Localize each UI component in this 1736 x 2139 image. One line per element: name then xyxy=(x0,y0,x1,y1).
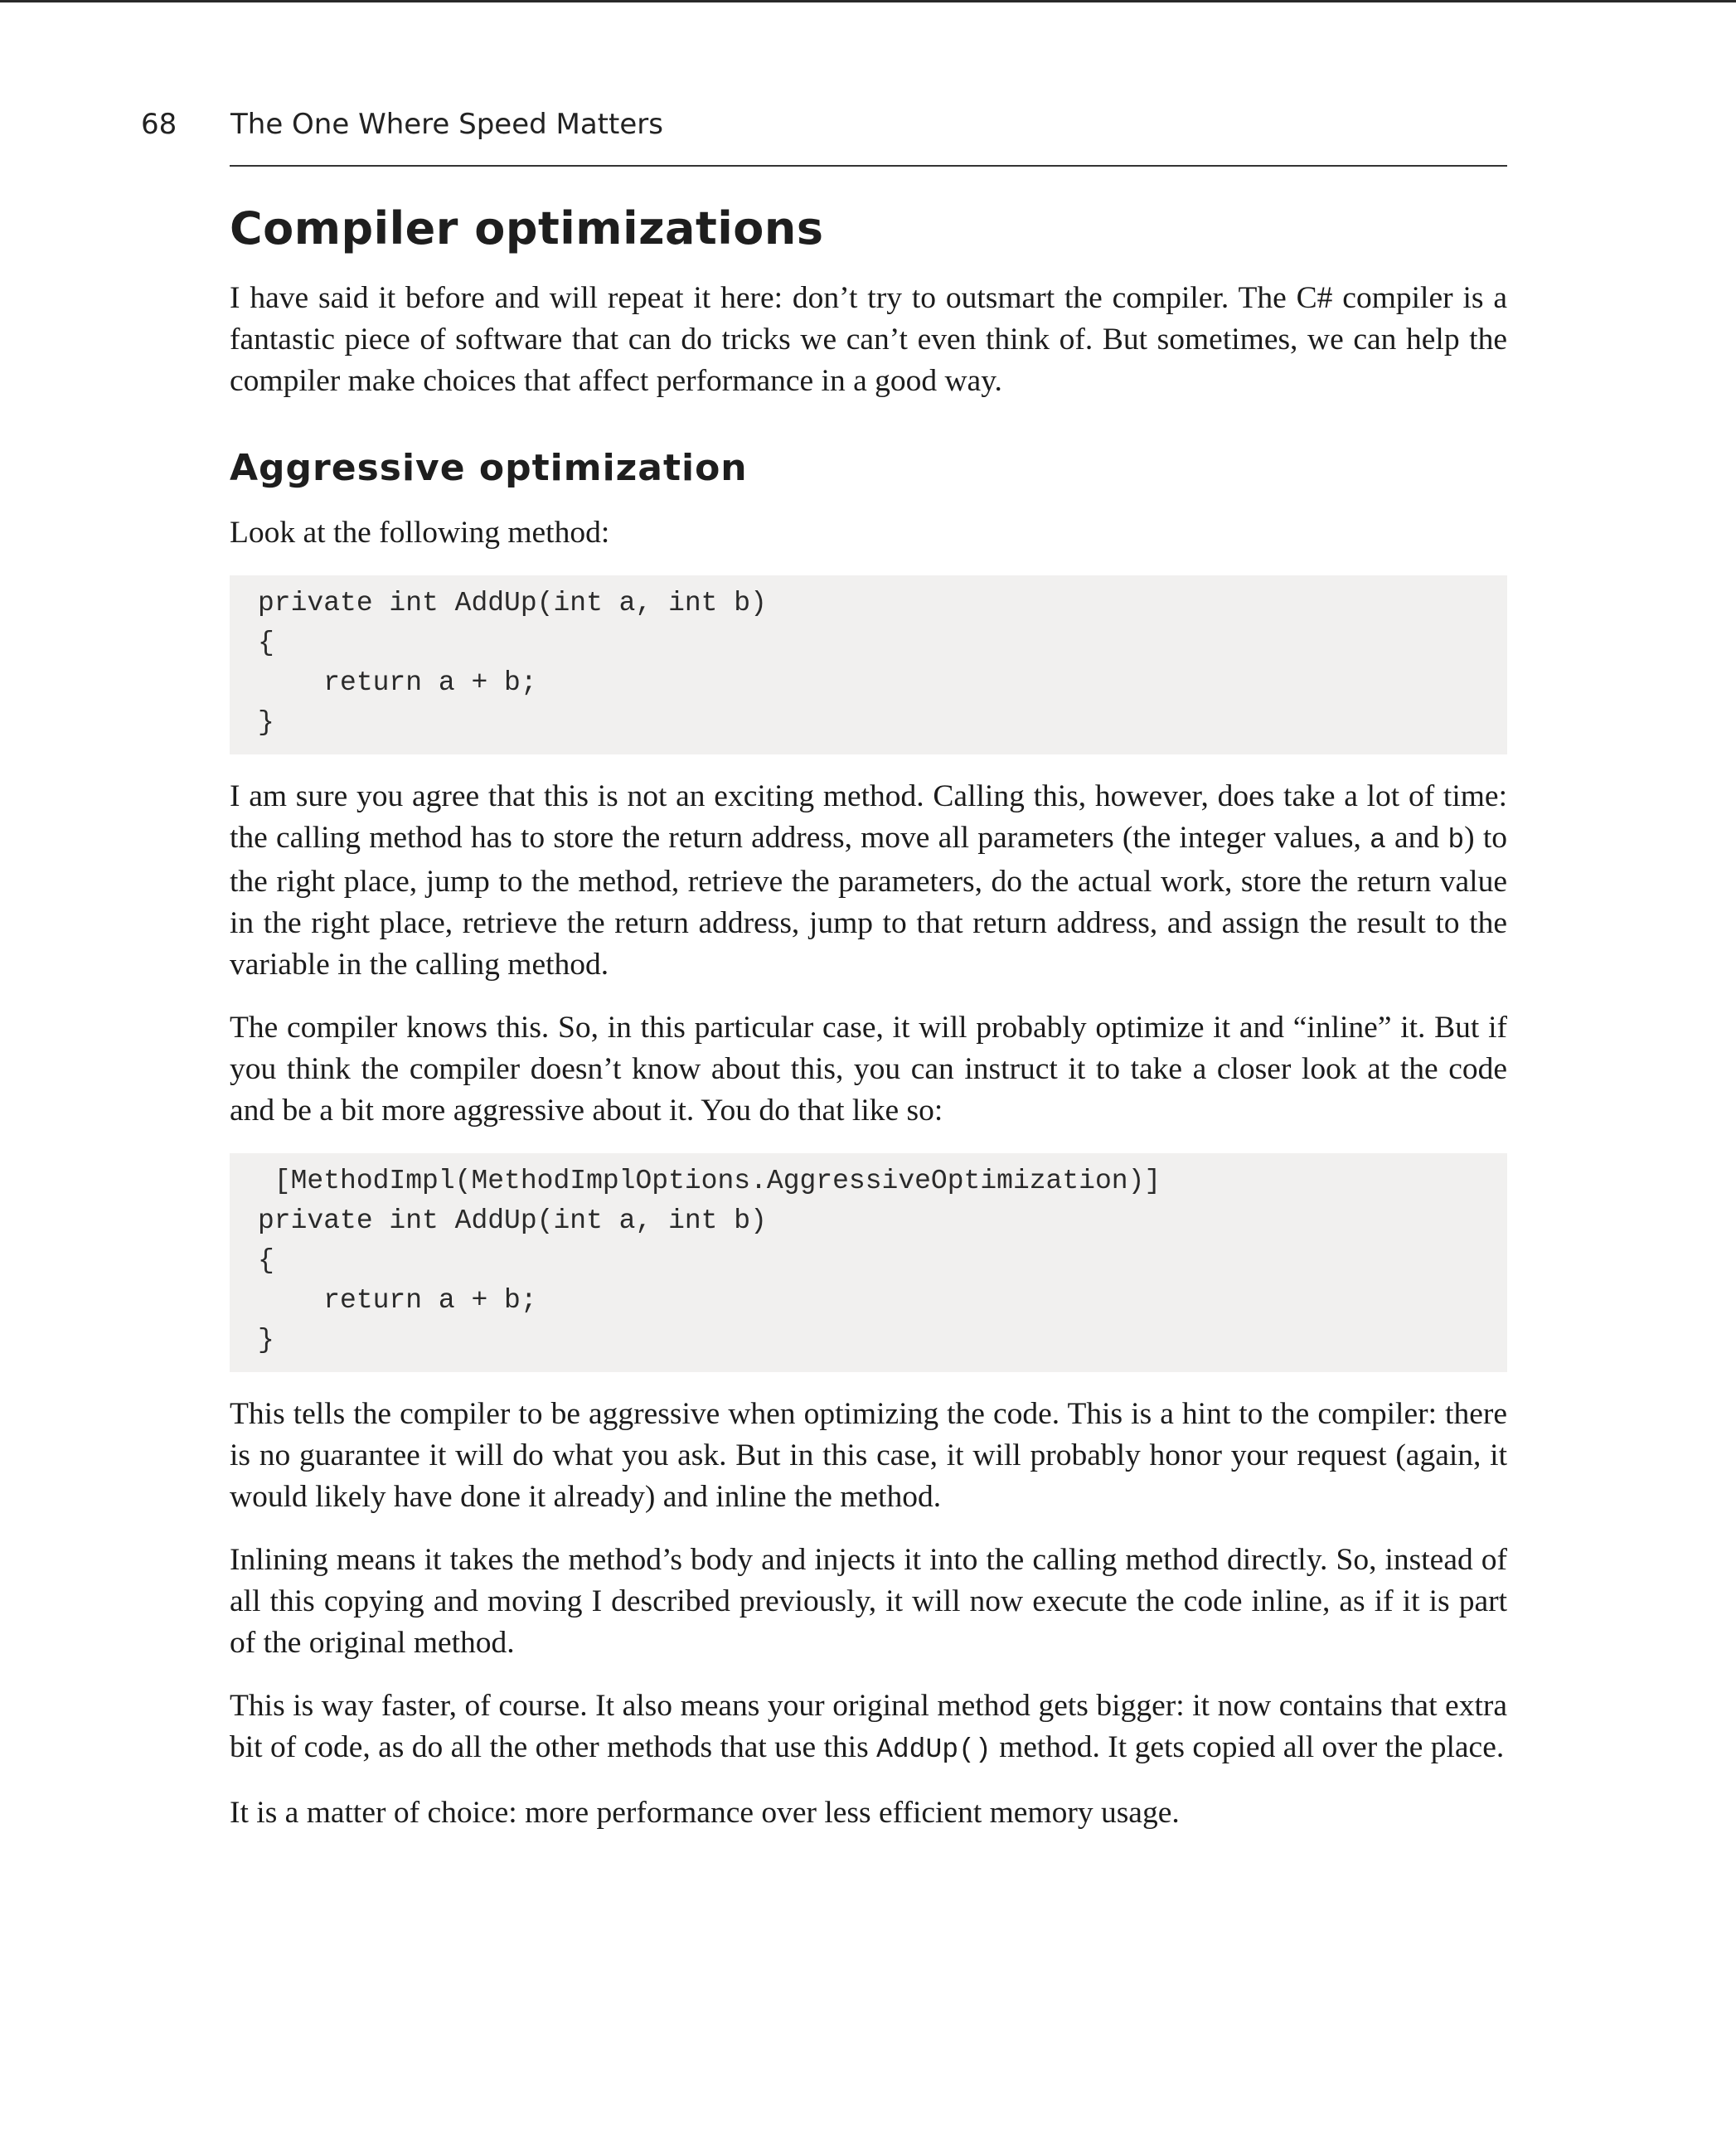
paragraph-faster xyxy=(230,1685,1507,1771)
text-segment: This is way faster, of course. It also means your original method gets bigger: it now contains that extra bit of code, as do all the other methods that use this xyxy=(230,1689,1507,1764)
text-segment: ) to the right place, jump to the method, retrieve the parameters, do the actual work, store the return value in the right place, retrieve the return address, jump to that return address, and assign the result to the variable in the calling method. xyxy=(230,821,1507,982)
inline-code-a: a xyxy=(1370,825,1386,856)
inline-code-addup: AddUp() xyxy=(876,1734,992,1765)
code-block-aggressive: [MethodImpl(MethodImplOptions.AggressiveOptimization)] private int AddUp(int a, int b) { return a + b; } xyxy=(230,1153,1507,1372)
paragraph-choice: It is a matter of choice: more performance over less efficient memory usage. xyxy=(230,1796,1180,1830)
running-title: The One Where Speed Matters xyxy=(230,108,663,141)
paragraph-call-cost xyxy=(230,776,1507,986)
paragraph-compiler-knows: The compiler knows this. So, in this particular case, it will probably optimize it and “inline” it. But if you think the compiler doesn’t know about this, you can instruct it to take a closer look at the code and be a bit more aggressive about it. You do that like so: xyxy=(230,1011,1507,1128)
section-heading: Compiler optimizations xyxy=(230,202,824,255)
paragraph-hint: This tells the compiler to be aggressive when optimizing the code. This is a hint to the compiler: there is no guarantee it will do what you ask. But in this case, it will probably honor your request (again, it would likely have done it already) and inline the method. xyxy=(230,1397,1507,1514)
page-number: 68 xyxy=(141,108,177,141)
text-segment: I am sure you agree that this is not an exciting method. Calling this, however, does take a lot of time: the calling method has to store the return address, move all parameters (the integer values, xyxy=(230,779,1507,855)
intro-paragraph: I have said it before and will repeat it here: don’t try to outsmart the compiler. The C# compiler is a fantastic piece of software that can do tricks we can’t even think of. But sometimes, we can help the compiler make choices that affect performance in a good way. xyxy=(230,281,1507,398)
code-block-addup: private int AddUp(int a, int b) { return a + b; } xyxy=(230,575,1507,754)
paragraph-lead-in: Look at the following method: xyxy=(230,516,610,550)
text-segment: and xyxy=(1385,821,1448,855)
inline-code-b: b xyxy=(1447,825,1465,856)
subsection-heading: Aggressive optimization xyxy=(230,447,748,489)
header-rule xyxy=(230,165,1507,167)
page-content xyxy=(230,199,1507,1855)
text-segment: method. It gets copied all over the place. xyxy=(991,1730,1505,1764)
paragraph-inlining: Inlining means it takes the method’s body and injects it into the calling method directly. So, instead of all this copying and moving I described previously, it will now execute the code inline, as if it is part of the original method. xyxy=(230,1543,1507,1660)
